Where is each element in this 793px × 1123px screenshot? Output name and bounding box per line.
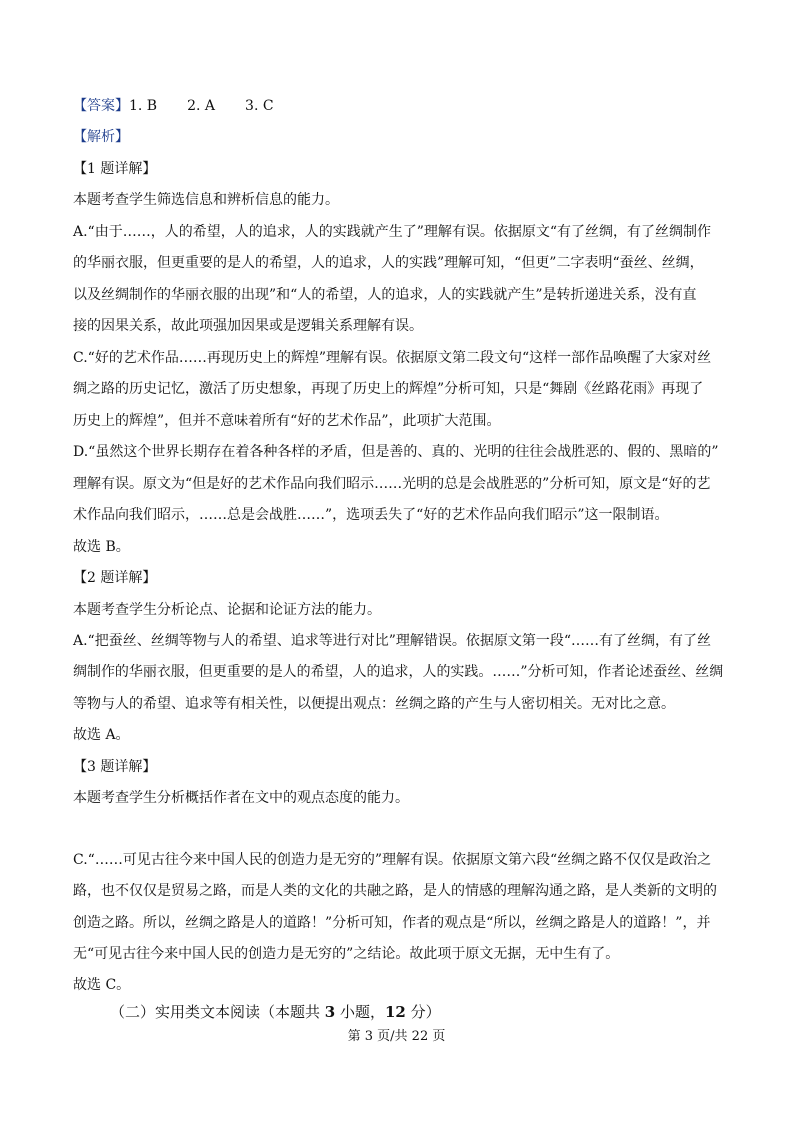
q1-heading: 【1 题详解】 xyxy=(73,161,157,177)
q3-heading: 【3 题详解】 xyxy=(73,759,157,775)
q2-conclusion: 故选 A。 xyxy=(73,727,130,743)
q1-d-line-2: 理解有误。原文为“但是好的艺术作品向我们昭示……光明的总是会战胜恶的”分析可知，原文是“好的艺 xyxy=(73,476,711,492)
q1-c-line-3: 历史上的辉煌”，但并不意味着所有“好的艺术作品”，此项扩大范围。 xyxy=(73,413,501,429)
answer-line xyxy=(73,96,274,116)
q1-a-line-1: A.“由于……，人的希望，人的追求，人的实践就产生了”理解有误。依据原文“有了丝绸，有了丝绸制作 xyxy=(73,224,712,240)
q1-conclusion: 故选 B。 xyxy=(73,539,130,555)
section-mid: 小题， xyxy=(335,1003,385,1021)
q1-d-line-1: D.“虽然这个世界长期存在着各种各样的矛盾，但是善的、真的、光明的往往会战胜恶的、假的、黑暗的” xyxy=(73,444,719,460)
q1-c-line-2: 绸之路的历史记忆，激活了历史想象，再现了历史上的辉煌”分析可知，只是“舞剧《丝路花雨》再现了 xyxy=(73,381,704,397)
q1-a-line-3: 以及丝绸制作的华丽衣服的出现”和“人的希望，人的追求，人的实践就产生”是转折递进关系，没有直 xyxy=(73,287,697,303)
q2-intro: 本题考查学生分析论点、论据和论证方法的能力。 xyxy=(73,602,381,618)
answer-item-2: 2. A xyxy=(187,98,216,114)
answer-item-3: 3. C xyxy=(245,98,274,114)
q3-c-line-2: 路，也不仅仅是贸易之路，而是人类的文化的共融之路，是人的情感的理解沟通之路，是人类新的文明的 xyxy=(73,883,717,899)
q1-a-line-2: 的华丽衣服，但更重要的是人的希望，人的追求，人的实践”理解可知，“但更”二字表明“蚕丝、丝绸， xyxy=(73,255,704,271)
section-suffix: 分） xyxy=(405,1003,441,1021)
q2-a-line-2: 绸制作的华丽衣服，但更重要的是人的希望，人的追求，人的实践。……”分析可知，作者论述蚕丝、丝绸 xyxy=(73,664,724,680)
q3-intro: 本题考查学生分析概括作者在文中的观点态度的能力。 xyxy=(73,790,409,806)
section-count: 3 xyxy=(324,1003,336,1021)
q3-c-line-1: C.“……可见古往今来中国人民的创造力是无穷的”理解有误。依据原文第六段“丝绸之路不仅仅是政治之 xyxy=(73,852,712,868)
q3-c-line-4: 无“可见古往今来中国人民的创造力是无穷的”之结论。故此项于原文无据，无中生有了。 xyxy=(73,946,620,962)
q2-a-line-3: 等物与人的希望、追求等有相关性，以便提出观点：丝绸之路的产生与人密切相关。无对比之意。 xyxy=(73,696,675,712)
section-prefix: （二）实用类文本阅读（本题共 xyxy=(110,1003,325,1021)
q2-heading: 【2 题详解】 xyxy=(73,570,157,586)
answer-label: 【答案】 xyxy=(73,98,129,114)
q1-a-line-4: 接的因果关系，故此项强加因果或是逻辑关系理解有误。 xyxy=(73,318,423,334)
answer-item-1: 1. B xyxy=(129,98,158,114)
page-footer: 第 3 页/共 22 页 xyxy=(347,1029,446,1044)
q1-intro: 本题考查学生筛选信息和辨析信息的能力。 xyxy=(73,192,339,208)
q3-c-line-3: 创造之路。所以，丝绸之路是人的道路！”分析可知，作者的观点是“所以，丝绸之路是人的道路！”，并 xyxy=(73,915,711,931)
q1-d-line-3: 术作品向我们昭示，……总是会战胜……”，选项丢失了“好的艺术作品向我们昭示”这一限制语。 xyxy=(73,507,669,523)
analysis-label: 【解析】 xyxy=(73,129,129,145)
q3-conclusion: 故选 C。 xyxy=(73,977,131,993)
section-heading xyxy=(110,1002,441,1022)
q2-a-line-1: A.“把蚕丝、丝绸等物与人的希望、追求等进行对比”理解错误。依据原文第一段“……有了丝绸，有了丝 xyxy=(73,633,712,649)
q1-c-line-1: C.“好的艺术作品……再现历史上的辉煌”理解有误。依据原文第二段文句“这样一部作品唤醒了大家对丝 xyxy=(73,350,712,366)
section-score: 12 xyxy=(385,1003,406,1021)
